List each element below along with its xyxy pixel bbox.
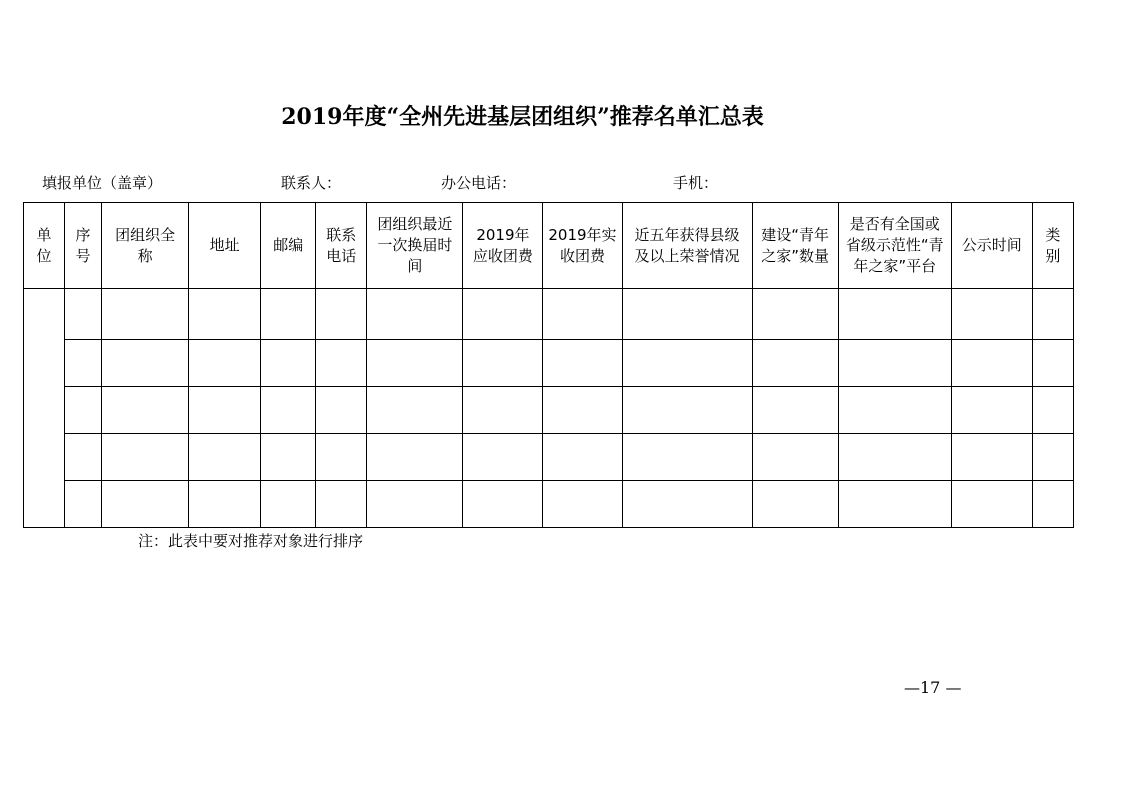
page-number: —17 — xyxy=(904,678,962,697)
table-cell xyxy=(316,340,367,387)
table-cell xyxy=(65,481,102,528)
table-cell xyxy=(838,481,951,528)
table-cell xyxy=(838,289,951,340)
table-cell xyxy=(189,340,261,387)
office-phone-label: 办公电话： xyxy=(441,174,517,192)
unit-cell xyxy=(24,289,65,528)
header-fee-paid: 2019年实收团费 xyxy=(543,203,622,289)
table-cell xyxy=(102,340,189,387)
table-cell xyxy=(102,387,189,434)
table-cell xyxy=(838,434,951,481)
table-cell xyxy=(367,434,463,481)
table-cell xyxy=(367,289,463,340)
table-row xyxy=(24,481,1074,528)
table-cell xyxy=(463,340,543,387)
table-cell xyxy=(543,289,622,340)
fill-unit-label: 填报单位（盖章） xyxy=(42,174,163,192)
table-cell xyxy=(261,387,316,434)
table-cell xyxy=(367,340,463,387)
table-cell xyxy=(261,340,316,387)
table-cell xyxy=(622,387,752,434)
table-cell xyxy=(261,289,316,340)
table-cell xyxy=(1032,340,1073,387)
table-cell xyxy=(261,481,316,528)
table-cell xyxy=(752,481,838,528)
table-header-row xyxy=(24,203,1074,289)
table-cell xyxy=(951,434,1032,481)
table-cell xyxy=(622,434,752,481)
mobile-label: 手机： xyxy=(673,174,719,192)
table-cell xyxy=(65,340,102,387)
table-cell xyxy=(951,289,1032,340)
header-publicity-time: 公示时间 xyxy=(951,203,1032,289)
table-cell xyxy=(1032,481,1073,528)
table-cell xyxy=(316,434,367,481)
table-cell xyxy=(65,387,102,434)
table-cell xyxy=(752,289,838,340)
table-cell xyxy=(951,387,1032,434)
table-cell xyxy=(65,434,102,481)
header-unit: 单位 xyxy=(24,203,65,289)
header-category: 类别 xyxy=(1032,203,1073,289)
header-last-election: 团组织最近一次换届时间 xyxy=(367,203,463,289)
table-cell xyxy=(65,289,102,340)
table-cell xyxy=(102,289,189,340)
table-cell xyxy=(543,340,622,387)
table-cell xyxy=(316,289,367,340)
table-row xyxy=(24,289,1074,340)
table-row xyxy=(24,387,1074,434)
table-cell xyxy=(838,340,951,387)
header-honors: 近五年获得县级及以上荣誉情况 xyxy=(622,203,752,289)
table-cell xyxy=(838,387,951,434)
header-phone: 联系电话 xyxy=(316,203,367,289)
table-cell xyxy=(543,434,622,481)
table-cell xyxy=(189,481,261,528)
table-cell xyxy=(102,481,189,528)
header-address: 地址 xyxy=(189,203,261,289)
table-cell xyxy=(951,481,1032,528)
header-youth-home-count: 建设“青年之家”数量 xyxy=(752,203,838,289)
table-cell xyxy=(752,387,838,434)
header-serial: 序号 xyxy=(65,203,102,289)
header-fee-due: 2019年应收团费 xyxy=(463,203,543,289)
table-cell xyxy=(102,434,189,481)
table-cell xyxy=(543,481,622,528)
table-cell xyxy=(189,289,261,340)
table-cell xyxy=(367,387,463,434)
header-youth-home-platform: 是否有全国或省级示范性“青年之家”平台 xyxy=(838,203,951,289)
table-row xyxy=(24,340,1074,387)
header-org-name: 团组织全称 xyxy=(102,203,189,289)
table-row xyxy=(24,434,1074,481)
table-note: 注：此表中要对推荐对象进行排序 xyxy=(138,532,364,550)
summary-table xyxy=(23,202,1074,528)
table-cell xyxy=(189,387,261,434)
table-cell xyxy=(463,289,543,340)
table-cell xyxy=(463,434,543,481)
table-cell xyxy=(189,434,261,481)
table-cell xyxy=(1032,289,1073,340)
table-cell xyxy=(1032,387,1073,434)
header-postcode: 邮编 xyxy=(261,203,316,289)
contact-label: 联系人： xyxy=(281,174,342,192)
table-cell xyxy=(316,481,367,528)
table-cell xyxy=(261,434,316,481)
table-cell xyxy=(622,340,752,387)
table-cell xyxy=(752,434,838,481)
table-cell xyxy=(367,481,463,528)
table-cell xyxy=(622,289,752,340)
table-cell xyxy=(752,340,838,387)
table-cell xyxy=(463,481,543,528)
table-cell xyxy=(463,387,543,434)
table-cell xyxy=(622,481,752,528)
table-cell xyxy=(316,387,367,434)
table-cell xyxy=(1032,434,1073,481)
table-cell xyxy=(951,340,1032,387)
document-title: 2019年度“全州先进基层团组织”推荐名单汇总表 xyxy=(281,104,764,130)
table-cell xyxy=(543,387,622,434)
